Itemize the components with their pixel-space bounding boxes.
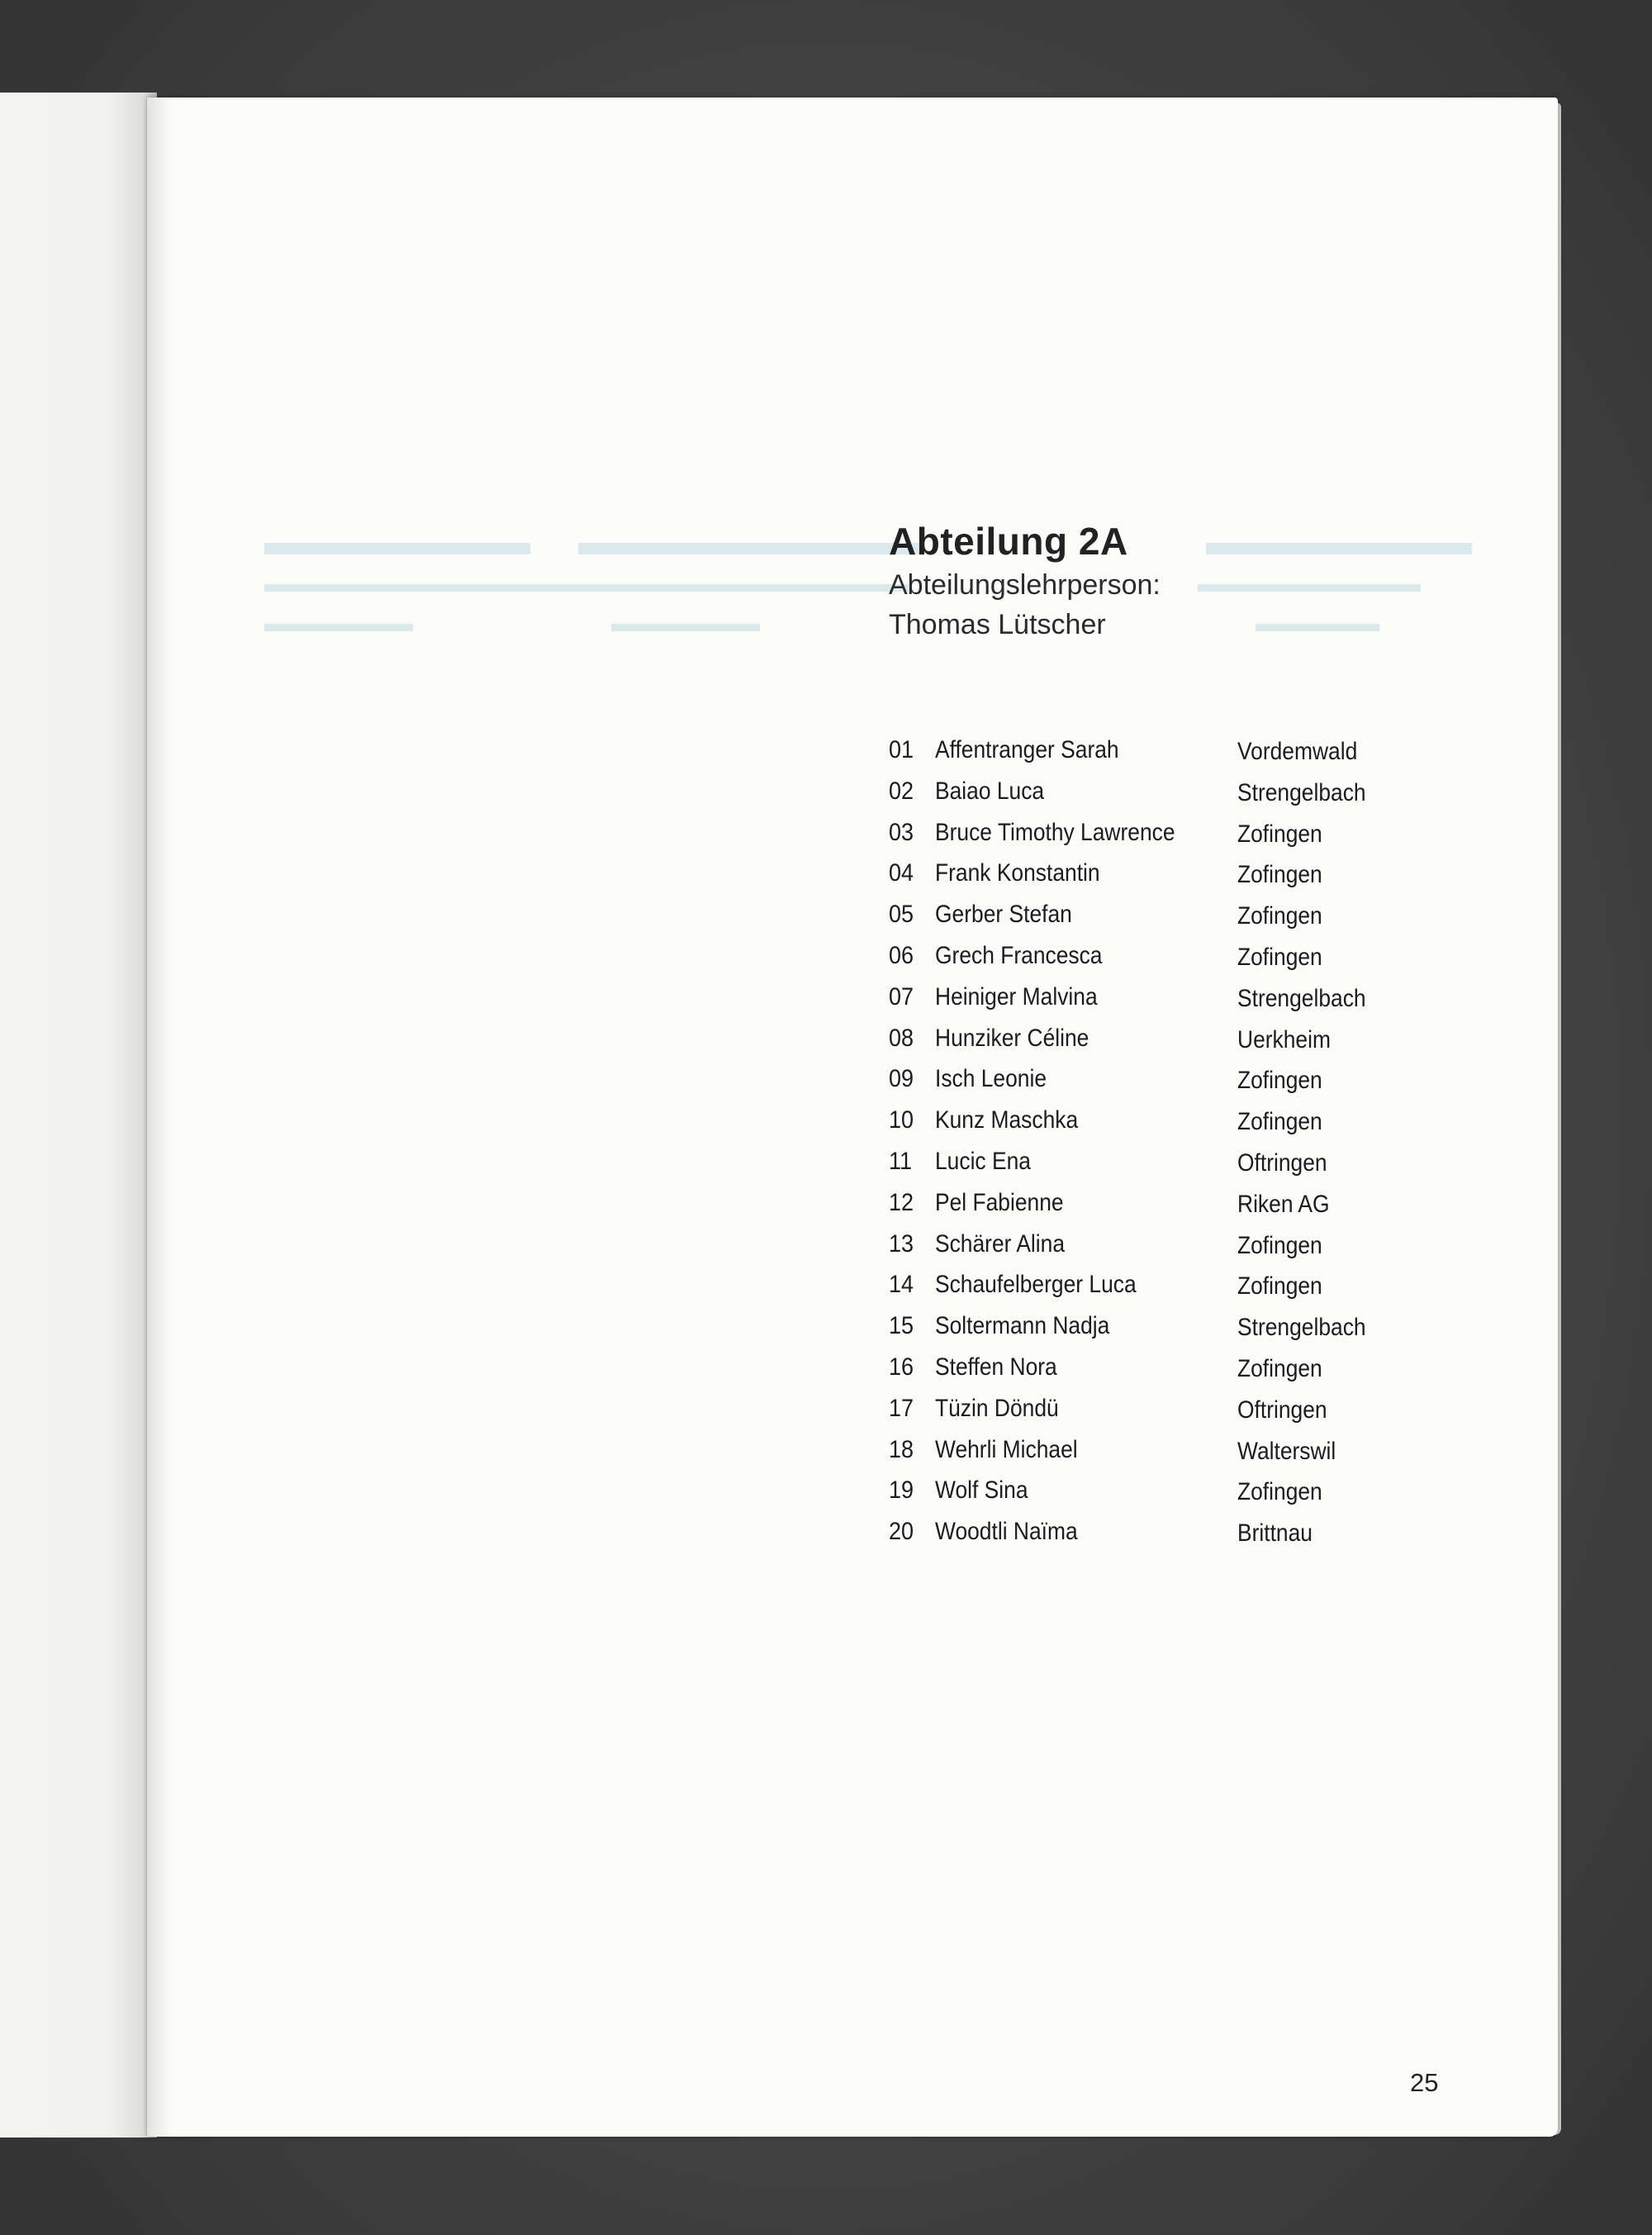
student-name: Woodtli Naïma — [935, 1518, 1078, 1546]
student-number: 01 — [889, 736, 914, 763]
page-number: 25 — [1410, 2068, 1439, 2097]
student-number: 05 — [889, 901, 914, 929]
list-item — [881, 1184, 1459, 1225]
list-item — [881, 1225, 1459, 1267]
student-place: Zofingen — [1237, 1108, 1322, 1136]
student-name: Hunziker Céline — [935, 1024, 1089, 1052]
student-place: Strengelbach — [1237, 984, 1366, 1012]
list-item — [881, 814, 1459, 855]
list-item — [881, 1266, 1459, 1307]
student-number: 02 — [889, 777, 914, 805]
student-name: Schärer Alina — [935, 1229, 1066, 1258]
bleed-teacher-mid: ▬▬▬▬▬▬ — [611, 610, 760, 637]
list-item — [881, 1020, 1459, 1061]
list-item — [881, 1472, 1459, 1513]
list-item — [881, 1143, 1459, 1184]
list-item — [881, 731, 1459, 773]
student-number: 09 — [889, 1065, 914, 1093]
facing-page-edge — [0, 93, 157, 2138]
student-name: Tüzin Döndü — [935, 1394, 1059, 1422]
student-number: 04 — [889, 859, 914, 887]
bleed-teacher-left: ▬▬▬▬▬▬ — [264, 610, 413, 637]
list-item — [881, 1390, 1459, 1431]
student-place: Brittnau — [1237, 1519, 1313, 1548]
student-name: Schaufelberger Luca — [935, 1271, 1137, 1299]
teacher-label: Abteilungslehrperson: — [889, 569, 1161, 601]
student-name: Grech Francesca — [935, 941, 1103, 969]
student-name: Lucic Ena — [935, 1147, 1031, 1175]
bleed-teacher-right: ▬▬▬▬▬ — [1256, 610, 1379, 637]
student-number: 19 — [889, 1477, 914, 1505]
student-place: Zofingen — [1237, 1478, 1322, 1506]
student-number: 18 — [889, 1435, 914, 1463]
student-list — [881, 731, 1459, 1554]
student-number: 20 — [889, 1518, 914, 1546]
student-place: Riken AG — [1237, 1190, 1330, 1218]
list-item — [881, 854, 1459, 896]
list-item — [881, 1307, 1459, 1348]
student-number: 12 — [889, 1188, 914, 1216]
student-place: Oftringen — [1237, 1396, 1327, 1424]
student-number: 14 — [889, 1271, 914, 1299]
list-item — [881, 978, 1459, 1020]
student-name: Soltermann Nadja — [935, 1312, 1110, 1340]
student-name: Frank Konstantin — [935, 859, 1100, 887]
list-item — [881, 773, 1459, 814]
bleed-subtitle-mid: ▬▬▬▬▬▬▬▬▬▬▬▬ — [611, 570, 909, 597]
list-item — [881, 1348, 1459, 1390]
student-place: Zofingen — [1237, 1231, 1322, 1259]
bleed-heading-left: ▬▬▬▬▬▬▬ — [264, 520, 530, 563]
student-name: Wehrli Michael — [935, 1435, 1078, 1463]
teacher-name: Thomas Lütscher — [889, 609, 1106, 640]
student-place: Zofingen — [1237, 943, 1322, 971]
student-name: Affentranger Sarah — [935, 736, 1119, 763]
student-place: Zofingen — [1237, 1067, 1322, 1095]
student-number: 13 — [889, 1229, 914, 1258]
student-place: Zofingen — [1237, 1272, 1322, 1301]
list-item — [881, 1513, 1459, 1554]
student-number: 17 — [889, 1394, 914, 1422]
student-name: Wolf Sina — [935, 1477, 1028, 1505]
student-place: Strengelbach — [1237, 1314, 1366, 1342]
student-name: Pel Fabienne — [935, 1188, 1064, 1216]
student-number: 15 — [889, 1312, 914, 1340]
student-name: Isch Leonie — [935, 1065, 1047, 1093]
student-number: 10 — [889, 1106, 914, 1134]
list-item — [881, 1101, 1459, 1143]
list-item — [881, 1431, 1459, 1472]
list-item — [881, 896, 1459, 937]
student-place: Zofingen — [1237, 1354, 1322, 1382]
student-place: Uerkheim — [1237, 1025, 1331, 1053]
student-name: Heiniger Malvina — [935, 982, 1098, 1011]
student-name: Steffen Nora — [935, 1353, 1057, 1381]
bleed-heading-right: ▬▬▬▬▬▬▬ — [1206, 520, 1472, 563]
student-place: Oftringen — [1237, 1148, 1327, 1177]
student-place: Zofingen — [1237, 861, 1322, 889]
student-number: 03 — [889, 818, 914, 846]
section-title: Abteilung 2A — [889, 520, 1128, 563]
student-name: Kunz Maschka — [935, 1106, 1079, 1134]
bleed-heading-mid: ▬▬▬▬▬▬▬▬▬ — [578, 520, 920, 563]
student-number: 07 — [889, 982, 914, 1011]
student-number: 11 — [889, 1147, 913, 1175]
student-place: Strengelbach — [1237, 778, 1366, 806]
student-number: 08 — [889, 1024, 914, 1052]
student-number: 16 — [889, 1353, 914, 1381]
student-place: Walterswil — [1237, 1437, 1336, 1465]
bleed-subtitle-right: ▬▬▬▬▬▬▬▬▬ — [1198, 570, 1421, 597]
student-place: Zofingen — [1237, 820, 1322, 848]
bleed-subtitle-left: ▬▬▬▬▬▬▬▬▬▬▬▬▬▬▬▬ — [264, 570, 661, 597]
student-place: Vordemwald — [1237, 738, 1358, 765]
student-number: 06 — [889, 941, 914, 969]
student-name: Bruce Timothy Lawrence — [935, 818, 1175, 846]
list-item — [881, 1060, 1459, 1101]
student-name: Baiao Luca — [935, 777, 1045, 805]
student-name: Gerber Stefan — [935, 901, 1072, 929]
student-place: Zofingen — [1237, 902, 1322, 930]
list-item — [881, 937, 1459, 978]
